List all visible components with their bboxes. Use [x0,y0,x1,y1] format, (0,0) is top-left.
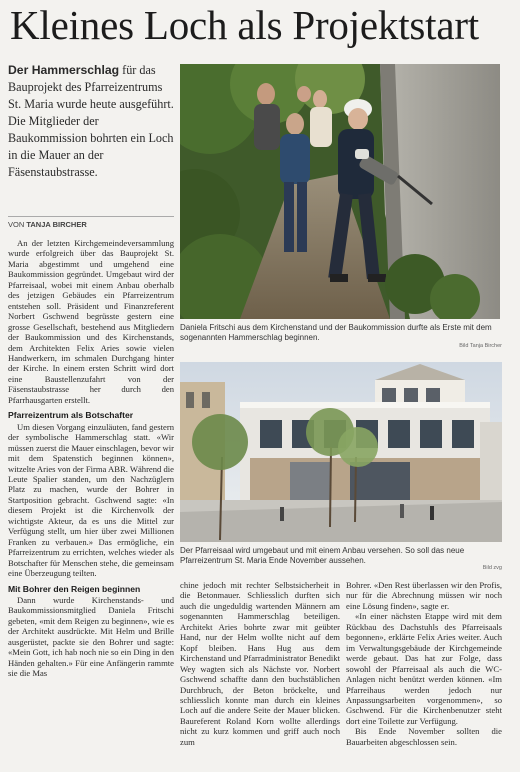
lead-bold: Der Hammerschlag [8,63,120,77]
subhead-1: Pfarreizentrum als Botschafter [8,410,134,421]
body-paragraph-6: Bis Ende November sollten die Bauarbeiten abgeschlossen sein. [346,726,502,747]
body-paragraph-3-start: Dann wurde Kirchenstands- und Baukommissionsmitglied Daniela Fritschi gebeten, «mit dem Reigen zu beginnen», wie es der Architekt ausdrückte. Mit Helm und Brille ausgerüstet, packte sie den Bohrer und sagte: «Mein Gott, ich hab noch nie so ein Ding in den Händen gehalten.» Für eine Anfängerin rammte sie die Mas [8,594,174,679]
subhead-2: Mit Bohrer den Reigen beginnen [8,583,141,594]
column-1 [8,238,174,679]
body-paragraph-1: An der letzten Kirchgemeindeversammlung wurde erfolgreich über das Bauprojekt St. Maria abgestimmt und umgehend eine Baukommission gegründet. Umgebaut wird der Pfarreisaal, wobei mit einem Anbau oberhalb des jetzigen Gebäudes ein Pfarreizentrum entstehen soll. Präsident und Finanzreferent Norbert Gschwend begrüsste gestern eine grosse Gesellschaft, bestehend aus Mitgliedern der Baukommission und des Kirchenstands, dem Architekten Felix Aries sowie vielen Handwerkern, im schmalen Durchgang hinter der Kirche. In einem ersten Schritt wird dort eine Baustellenzufahrt von der Fäsenstaubstrasse her durch den Pfarrhausgarten erstellt. [8,238,174,405]
byline [8,216,174,229]
byline-author: TANJA BIRCHER [26,220,87,229]
photo-drilling [180,64,500,319]
column-3 [346,580,502,747]
body-paragraph-2: Um diesen Vorgang einzuläuten, fand gestern der symbolische Hammerschlag statt. «Wir müssen zuerst die Mauer einschlagen, bevor wir mit dem Spatenstich beginnen können», witzelte Aries von der Firma ABR. Während die Leute Spalier standen, um den Nachzüglern Platz zu machen, wurde der Bohrer in Startposition gebracht. Gschwend sagte: «In diesem Projekt ist die Kirchenvolk der wichtigste Akteur, da es uns die Mittel zur Verfügung stellt, um hier über zwei Millionen Franken zu verbauen.» Das ermögliche, ein Pfarreizentrum zu errichten, welches wieder als Botschafter für Menschen stehe, die gemeinsam eine Überzeugung teilten. [8,421,174,579]
headline: Kleines Loch als Projektstart [10,2,480,48]
photo1-credit: Bild Tanja Bircher [459,343,502,349]
byline-prefix: VON [8,220,27,229]
photo1-caption: Daniela Fritschi aus dem Kirchenstand und der Baukommission durfte als Erste mit dem sogenannten Hammerschlag beginnen. [180,323,492,342]
lead-paragraph [8,62,174,181]
photo-rendering [180,362,502,542]
body-paragraph-3-cont: chine jedoch mit rechter Selbstsicherheit in die Betonmauer. Schliesslich durften sich auch die ungeduldig wartenden Männern am sogenannten Hammerschlag beteiligen. Architekt Aries bohrte zwar mit geübter Hand, nur der Helm wollte nicht auf dem Kopf bleiben. Hans Hug aus dem Kirchenstand und Pfarradministrator Benedikt Wey wagten sich als Nächste vor. Norbert Gschwend schaffte dann den buchstäblichen Durchbruch, der Beton bröckelte, und schliesslich konnte man durch ein kleines Loch auf die andere Seite der Mauer blicken. Baureferent Roland Korn wollte allerdings nicht zu kurz kommen und griff auch noch zum [180,580,340,747]
body-paragraph-5: «In einer nächsten Etappe wird mit dem Rückbau des Dachstuhls des Pfarreisaals begonnen», erklärte Felix Aries weiter. Auch im Verwaltungsgebäude der Kirchgemeinde werde gebaut. Das hat zur Folge, dass sowohl der Pfarreisaal als auch die WC-Anlagen nicht benützt werden können. «Im Pfarreihaus werden jedoch nur Anpassungsarbeiten vorgenommen», so Gschwend. Für die Kirchenbenutzer steht dort eine Toilette zur Verfügung. [346,611,502,726]
column-2 [180,580,340,747]
photo2-caption: Der Pfarreisaal wird umgebaut und mit einem Anbau versehen. So soll das neue Pfarreizentrum St. Maria Ende November aussehen. [180,546,465,565]
body-paragraph-4: Bohrer. «Den Rest überlassen wir den Profis, nur für die Abrechnung müssen wir noch eine Lösung finden», sagte er. [346,580,502,611]
photo2-credit: Bild zvg [482,565,502,571]
lead-text: für das Bauprojekt des Pfarreizentrums St. Maria wurde heute ausgeführt. Die Mitglieder der Baukommission bohrten ein Loch in die Mauer an der Fäsenstaubstrasse. [8,63,174,179]
